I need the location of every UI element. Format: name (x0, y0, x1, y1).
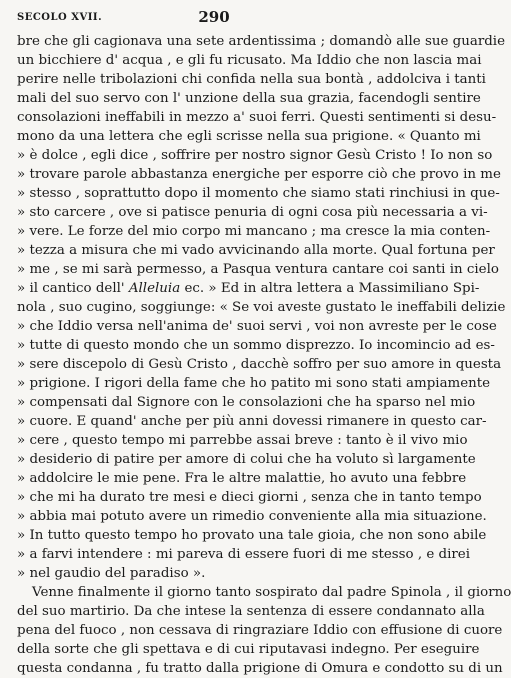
text-line: del suo martirio. Da che intese la sentenza di essere condannato alla (17, 604, 485, 619)
text-line: » me , se mi sarà permesso, a Pasqua ventura cantare coi santi in cielo (17, 262, 499, 277)
running-head: SECOLO XVII. (17, 12, 103, 23)
text-line: » stesso , soprattutto dopo il momento che siamo stati rinchiusi in que- (17, 186, 500, 201)
text-line: pena del fuoco , non cessava di ringraziare Iddio con effusione di cuore (17, 623, 503, 638)
text-line: » desiderio di patire per amore di colui che ha voluto sì largamente (17, 452, 476, 467)
text-line: mono da una lettera che egli scrisse nella sua prigione. « Quanto mi (17, 129, 481, 144)
text-line: un bicchiere d' acqua , e gli fu ricusato. Ma Iddio che non lascia mai (17, 53, 482, 68)
text-line-paragraph-end: » nel gaudio del paradiso ». (17, 566, 206, 581)
text-line: » addolcire le mie pene. Fra le altre malattie, ho avuto una febbre (17, 471, 467, 486)
page-header (17, 6, 411, 28)
text-line: questa condanna , fu tratto dalla prigione di Omura e condotto su di un (17, 661, 503, 676)
text-line: mali del suo servo con l' unzione della sua grazia, facendogli sentire (17, 91, 481, 106)
text-line: » tezza a misura che mi vado avvicinando alla morte. Qual fortuna per (17, 243, 495, 258)
text-line: » a farvi intendere : mi pareva di essere fuori di me stesso , e direi (17, 547, 470, 562)
text-line: » sto carcere , ove si patisce penuria di ogni cosa più necessaria a vi- (17, 205, 488, 220)
text-line: » compensati dal Signore con le consolazioni che ha sparso nel mio (17, 395, 476, 410)
text-line: » cuore. E quand' anche per più anni dovessi rimanere in questo car- (17, 414, 487, 429)
text-line: perire nelle tribolazioni chi confida nella sua bontà , addolciva i tanti (17, 72, 486, 87)
page-number: 290 (198, 8, 230, 26)
text-line: » abbia mai potuto avere un rimedio conveniente alla mia situazione. (17, 509, 487, 524)
text-line: » trovare parole abbastanza energiche per esporre ciò che provo in me (17, 167, 501, 182)
text-line: » il cantico dell' Alleluia ec. » Ed in altra lettera a Massimiliano Spi- (17, 281, 480, 296)
text-line: » prigione. I rigori della fame che ho patito mi sono stati ampiamente (17, 376, 491, 391)
text-line: della sorte che gli spettava e di cui riputavasi indegno. Per eseguire (17, 642, 480, 657)
text-line: consolazioni ineffabili in mezzo a' suoi ferri. Questi sentimenti si desu- (17, 110, 497, 125)
page-body (17, 32, 511, 678)
text-line: bre che gli cagionava una sete ardentissima ; domandò alle sue guardie (17, 34, 506, 49)
text-line: » sere discepolo di Gesù Cristo , dacchè soffro per suo amore in questa (17, 357, 502, 372)
text-line: nola , suo cugino, soggiunge: « Se voi aveste gustato le ineffabili delizie (17, 300, 506, 315)
text-line: » che Iddio versa nell'anima de' suoi servi , voi non avreste per le cose (17, 319, 497, 334)
text-line-paragraph-start: Venne finalmente il giorno tanto sospirato dal padre Spinola , il giorno (32, 585, 511, 600)
text-line: » è dolce , egli dice , soffrire per nostro signor Gesù Cristo ! Io non so (17, 148, 493, 163)
text-line: » vere. Le forze del mio corpo mi mancano ; ma cresce la mia conten- (17, 224, 491, 239)
text-line: » In tutto questo tempo ho provato una tale gioia, che non sono abile (17, 528, 487, 543)
text-line: » cere , questo tempo mi parrebbe assai breve : tanto è il vivo mio (17, 433, 468, 448)
text-line: » tutte di questo mondo che un sommo disprezzo. Io incomincio ad es- (17, 338, 495, 353)
text-line: » che mi ha durato tre mesi e dieci giorni , senza che in tanto tempo (17, 490, 482, 505)
